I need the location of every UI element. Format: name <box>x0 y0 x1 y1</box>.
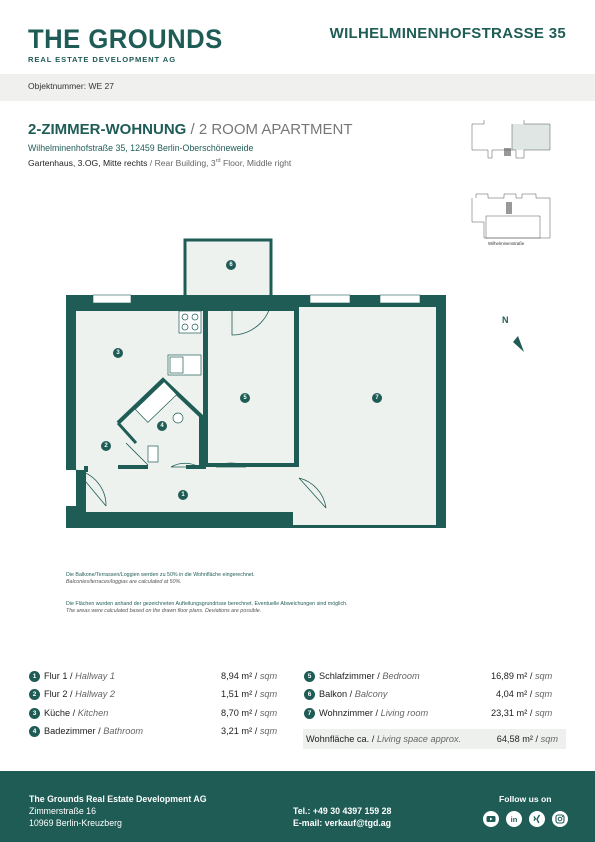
north-label: N <box>502 315 509 325</box>
room-number-badge: 7 <box>304 708 315 719</box>
room-area: 23,31 m² <box>491 708 528 718</box>
location-en-suffix: Floor, Middle right <box>220 158 292 168</box>
room-number-badge: 4 <box>29 726 40 737</box>
contact-info <box>293 805 391 829</box>
room-row: 6 Balkon / Balcony 4,04 m² / sqm <box>304 688 564 702</box>
room-row: 2 Flur 2 / Hallway 2 1,51 m² / sqm <box>29 688 284 702</box>
room-number-badge: 1 <box>29 671 40 682</box>
contact-email[interactable]: E-mail: verkauf@tgd.ag <box>293 818 392 828</box>
room-row: 1 Flur 1 / Hallway 1 8,94 m² / sqm <box>29 670 284 684</box>
room-area-unit: sqm <box>259 671 278 681</box>
plan-room-badge-1: 1 <box>178 490 188 500</box>
room-row: 3 Küche / Kitchen 8,70 m² / sqm <box>29 707 284 721</box>
site-plan-caption: Wilhelminenstraße <box>488 241 525 246</box>
room-number-badge: 2 <box>29 689 40 700</box>
room-name-de: Balkon <box>319 689 348 699</box>
balcony-note <box>66 572 255 586</box>
balcony-note-de: Die Balkone/Terrassen/Loggien werden zu 50% in die Wohnfläche eingerechnet. <box>66 572 255 578</box>
total-living-space: Wohnfläche ca. / Living space approx. 64,58 m² / sqm <box>303 729 566 749</box>
room-area-unit: sqm <box>259 726 278 736</box>
room-area-unit: sqm <box>534 708 553 718</box>
room-name-de: Wohnzimmer <box>319 708 373 718</box>
room-name-en: Bathroom <box>103 726 144 736</box>
room-area: 8,70 m² <box>221 708 253 718</box>
brand-name: THE GROUNDS <box>28 24 223 54</box>
room-name-de: Küche <box>44 708 71 718</box>
building-site-thumbnail <box>472 194 550 238</box>
floor-position-thumbnail <box>472 120 550 158</box>
location-de: Gartenhaus, 3.OG, Mitte rechts <box>28 158 148 168</box>
room-name-de: Schlafzimmer <box>319 671 375 681</box>
company-address <box>29 793 207 829</box>
location-en-prefix: / Rear Building, 3 <box>147 158 216 168</box>
follow-us-label: Follow us on <box>499 794 552 804</box>
north-arrow-icon <box>500 314 530 354</box>
room-name-en: Balcony <box>354 689 388 699</box>
total-label-de: Wohnfläche ca. <box>306 734 370 744</box>
street-title: WILHELMINENHOFSTRASSE 35 <box>329 25 566 42</box>
room-name-en: Hallway 1 <box>75 671 115 681</box>
linkedin-icon[interactable] <box>506 811 522 827</box>
plan-room-badge-5: 5 <box>240 393 250 403</box>
apartment-title-de: 2-ZIMMER-WOHNUNG <box>28 121 187 138</box>
floor-plan <box>66 238 446 528</box>
area-note-en: The areas were calculated based on the drawn floor plans. Deviations are possible. <box>66 608 262 614</box>
social-links <box>483 811 568 829</box>
youtube-icon[interactable] <box>483 811 499 827</box>
room-number-badge: 6 <box>304 689 315 700</box>
instagram-icon[interactable] <box>552 811 568 827</box>
company-name: The Grounds Real Estate Development AG <box>29 794 207 804</box>
object-number: Objektnummer: WE 27 <box>28 81 114 91</box>
room-row: 4 Badezimmer / Bathroom 3,21 m² / sqm <box>29 725 284 739</box>
contact-phone[interactable]: Tel.: +49 30 4397 159 28 <box>293 806 392 816</box>
room-name-de: Flur 1 <box>44 671 68 681</box>
plan-room-badge-6: 6 <box>226 260 236 270</box>
room-name-en: Kitchen <box>77 708 109 718</box>
plan-room-badge-3: 3 <box>113 348 123 358</box>
room-name-en: Hallway 2 <box>75 689 115 699</box>
entrance-door-opening <box>66 470 76 506</box>
room-area-unit: sqm <box>259 708 278 718</box>
room-name-en: Bedroom <box>382 671 420 681</box>
area-note-de: Die Flächen wurden anhand der gezeichneten Aufteilungsgrundrisse berechnet. Eventuelle Abweichungen sind möglich. <box>66 601 348 607</box>
room-number-badge: 3 <box>29 708 40 719</box>
total-area: 64,58 m² <box>496 734 533 744</box>
area-note <box>66 601 348 615</box>
svg-text:in: in <box>510 815 518 824</box>
xing-icon[interactable] <box>529 811 545 827</box>
page-footer <box>0 771 595 842</box>
apartment-title-separator: / <box>186 121 199 138</box>
room-name-de: Badezimmer <box>44 726 96 736</box>
room-area: 16,89 m² <box>491 671 528 681</box>
plan-room-badge-4: 4 <box>157 421 167 431</box>
room-area-unit: sqm <box>534 671 553 681</box>
plan-room-badge-2: 2 <box>101 441 111 451</box>
company-city: 10969 Berlin-Kreuzberg <box>29 818 122 828</box>
room-area: 1,51 m² <box>221 689 253 699</box>
room-number-badge: 5 <box>304 671 315 682</box>
location-en-sup: rd <box>215 158 221 165</box>
apartment-title <box>28 121 352 138</box>
brand-logo <box>28 26 233 64</box>
room-row: 5 Schlafzimmer / Bedroom 16,89 m² / sqm <box>304 670 564 684</box>
room-area: 3,21 m² <box>221 726 253 736</box>
room-area-unit: sqm <box>534 689 553 699</box>
room-name-de: Flur 2 <box>44 689 68 699</box>
plan-room-badge-7: 7 <box>372 393 382 403</box>
apartment-address: Wilhelminenhofstraße 35, 12459 Berlin-Oberschöneweide <box>28 143 254 153</box>
balcony-note-en: Balconies/terraces/loggias are calculated at 50%. <box>66 579 182 585</box>
company-street: Zimmerstraße 16 <box>29 806 96 816</box>
apartment-title-en: 2 ROOM APARTMENT <box>198 121 353 138</box>
apartment-location <box>28 158 291 168</box>
interior-floor <box>76 307 436 525</box>
total-area-unit: sqm <box>540 734 558 744</box>
site-plan-thumbnails <box>466 118 556 258</box>
room-area-unit: sqm <box>259 689 278 699</box>
room-area: 8,94 m² <box>221 671 253 681</box>
brand-subtitle: REAL ESTATE DEVELOPMENT AG <box>28 55 177 64</box>
total-label-en: Living space approx. <box>376 734 462 744</box>
room-row: 7 Wohnzimmer / Living room 23,31 m² / sqm <box>304 707 564 721</box>
room-name-en: Living room <box>380 708 429 718</box>
room-area: 4,04 m² <box>496 689 528 699</box>
